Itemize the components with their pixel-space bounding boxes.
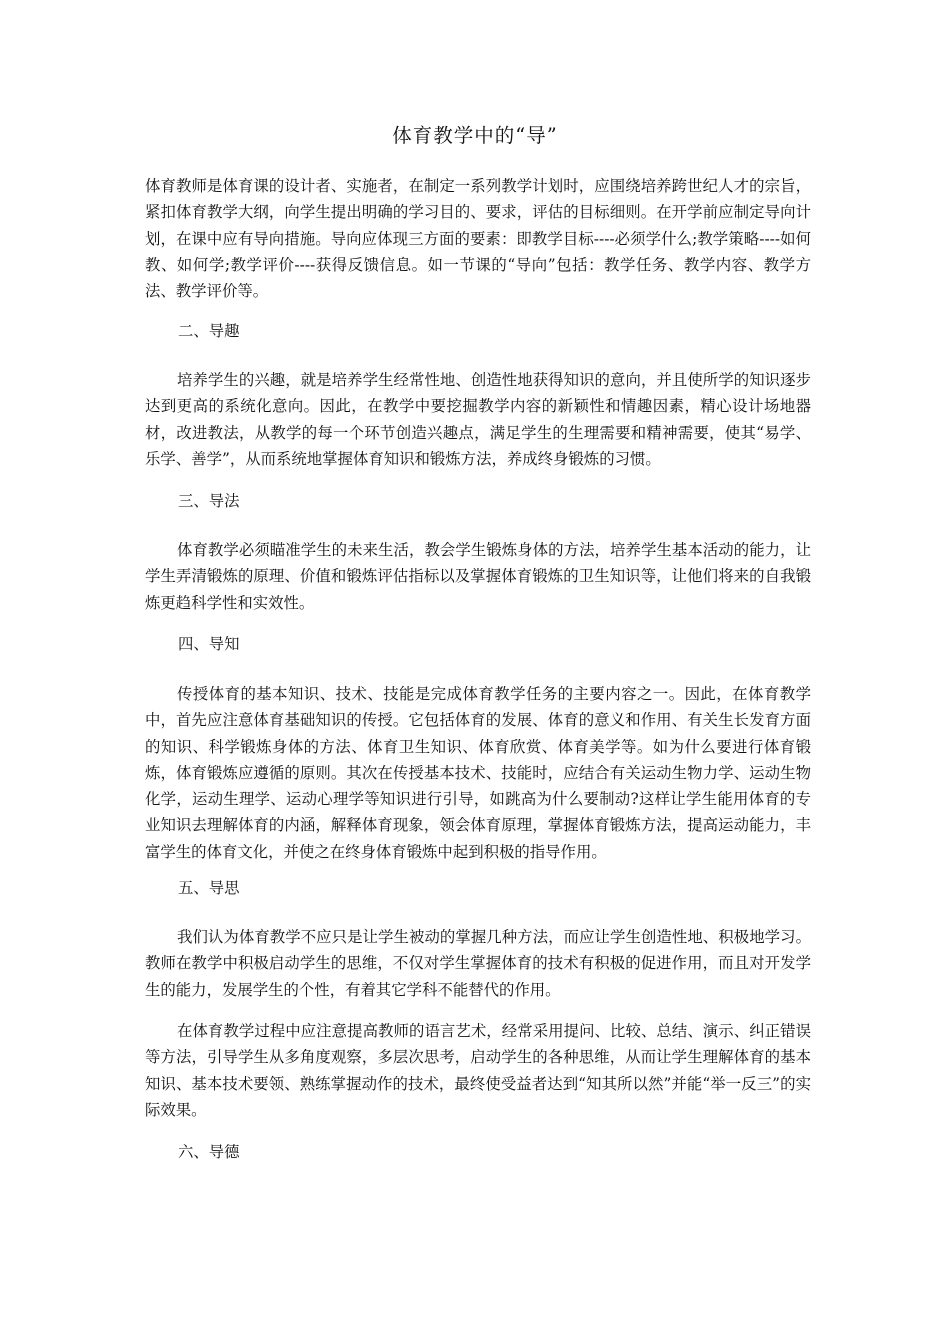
section-paragraph-thinking-2: 在体育教学过程中应注意提高教师的语言艺术，经常采用提问、比较、总结、演示、纠正错误等方法，引导学生从多角度观察，多层次思考，启动学生的各种思维，从而让学生理解体育的基本知识、基本技术要领、熟练掌握动作的技术，最终使受益者达到“知其所以然”并能“举一反三”的实际效果。 [145,1022,811,1119]
section-paragraph-thinking-1: 我们认为体育教学不应只是让学生被动的掌握几种方法，而应让学生创造性地、积极地学习。教师在教学中积极启动学生的思维，不仅对学生掌握体育的技术有积极的促进作用，而且对开发学生的能力，发展学生的个性，有着其它学科不能替代的作用。 [145,928,811,999]
section-heading-interest: 二、导趣 [178,322,240,340]
section-heading-thinking: 五、导思 [178,879,240,897]
section-paragraph-method: 体育教学必须瞄准学生的未来生活，教会学生锻炼身体的方法，培养学生基本活动的能力，让学生弄清锻炼的原理、价值和锻炼评估指标以及掌握体育锻炼的卫生知识等，让他们将来的自我锻炼更趋科学性和实效性。 [145,541,811,612]
section-paragraph-knowledge: 传授体育的基本知识、技术、技能是完成体育教学任务的主要内容之一。因此，在体育教学中，首先应注意体育基础知识的传授。它包括体育的发展、体育的意义和作用、有关生长发育方面的知识、科学锻炼身体的方法、体育卫生知识、体育欣赏、体育美学等。如为什么要进行体育锻炼，体育锻炼应遵循的原则。其次在传授基本技术、技能时，应结合有关运动生物力学、运动生物化学，运动生理学、运动心理学等知识进行引导，如跳高为什么要制动?这样让学生能用体育的专业知识去理解体育的内涵，解释体育现象，领会体育原理，掌握体育锻炼方法，提高运动能力，丰富学生的体育文化，并使之在终身体育锻炼中起到积极的指导作用。 [145,685,811,861]
section-heading-morality: 六、导德 [178,1143,240,1161]
intro-paragraph: 体育教师是体育课的设计者、实施者，在制定一系列教学计划时，应围绕培养跨世纪人才的宗旨，紧扣体育教学大纲，向学生提出明确的学习目的、要求，评估的目标细则。在开学前应制定导向计划，在课中应有导向措施。导向应体现三方面的要素：即教学目标----必须学什么;教学策略----如何教、如何学;教学评价----获得反馈信息。如一节课的“导向”包括：教学任务、教学内容、教学方法、教学评价等。 [145,177,811,301]
document-title: 体育教学中的“导” [392,124,558,147]
section-heading-knowledge: 四、导知 [178,635,240,653]
section-paragraph-interest: 培养学生的兴趣，就是培养学生经常性地、创造性地获得知识的意向，并且使所学的知识逐步达到更高的系统化意向。因此，在教学中要挖掘教学内容的新颖性和情趣因素，精心设计场地器材，改进教法，从教学的每一个环节创造兴趣点，满足学生的生理需要和精神需要，使其“易学、乐学、善学”，从而系统地掌握体育知识和锻炼方法，养成终身锻炼的习惯。 [145,371,811,468]
section-heading-method: 三、导法 [178,492,240,510]
